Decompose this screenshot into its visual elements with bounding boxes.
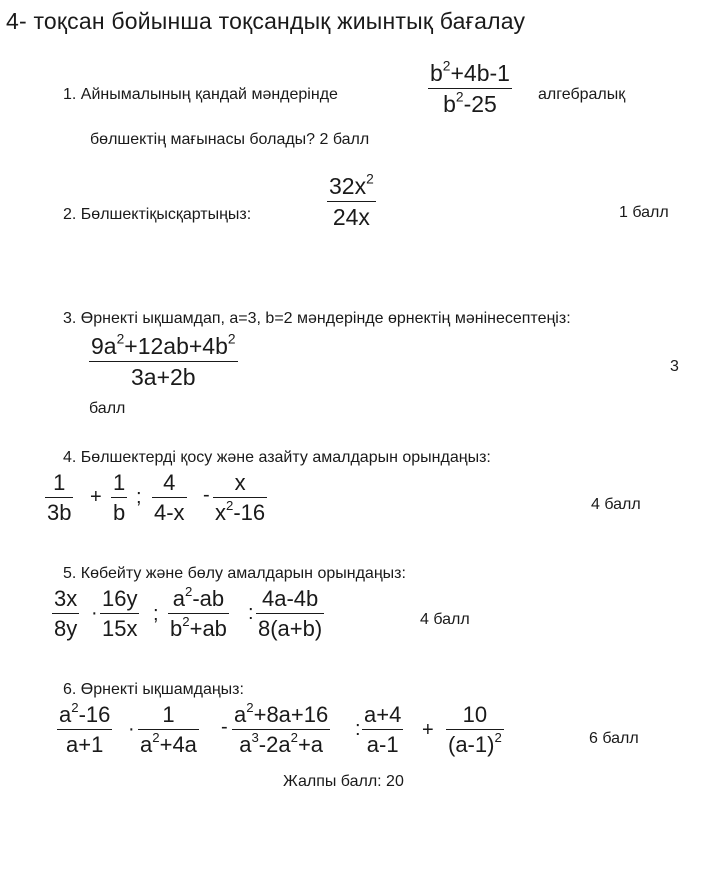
q5-op-multiply: · [91, 602, 98, 624]
q3-points-number: 3 [670, 358, 679, 375]
q6-op-plus: + [422, 719, 434, 741]
q4-op-minus: - [203, 484, 210, 506]
q1-text-a: 1. Айнымалының қандай мәндерінде [63, 86, 338, 103]
q5-text: 5. Көбейту және бөлу амалдарын орындаңыз: [63, 565, 406, 582]
q1-text-c: бөлшектің мағынасы болады? 2 балл [90, 131, 370, 148]
q4-fraction-3: 4 4-x [154, 470, 185, 526]
q4-fraction-2: 1 b [113, 470, 126, 526]
q4-fraction-4: x $x^2-16$ [215, 470, 266, 526]
q6-op-minus: - [221, 716, 228, 738]
q5-points: 4 балл [420, 611, 470, 628]
q6-fraction-5: 10 $(a-1)^2$ [448, 702, 502, 758]
q4-separator: ; [136, 486, 142, 508]
q2-text: 2. Бөлшектіқысқартыңыз: [63, 206, 252, 223]
q5-op-divide: : [248, 602, 254, 624]
q6-text: 6. Өрнекті ықшамдаңыз: [63, 681, 244, 698]
q2-fraction: $32x^2$ 24x [329, 171, 374, 231]
q1-numerator: $b^2+4b-1$ [430, 58, 510, 86]
q6-points: 6 балл [589, 730, 639, 747]
q6-op-multiply: · [128, 718, 135, 740]
page-title: 4- тоқсан бойынша тоқсандық жиынтық бағалау [6, 8, 526, 34]
q4-text: 4. Бөлшектерді қосу және азайту амалдарын орындаңыз: [63, 449, 491, 466]
q2-points: 1 балл [619, 204, 669, 221]
q5-separator: ; [153, 603, 159, 625]
q3-fraction: $9a^2+12ab+4b^2$ 3a+2b [91, 331, 236, 391]
q1-fraction [428, 60, 512, 118]
q5-fraction-4: 4a-4b 8(a+b) [258, 586, 323, 642]
q4-op-plus: + [90, 486, 102, 508]
q1-text-b: алгебралық [538, 86, 626, 103]
q6-fraction-3: $a^2+8a+16$ $a^3-2a^2+a$ [234, 700, 329, 758]
q4-points: 4 балл [591, 496, 641, 513]
q6-fraction-2: 1 $a^2+4a$ [140, 702, 197, 758]
q6-fraction-1: $a^2-16$ a+1 [59, 700, 111, 758]
q6-fraction-4: a+4 a-1 [364, 702, 402, 758]
q5-fraction-2: 16y 15x [102, 586, 138, 642]
q4-fraction-1: 1 3b [47, 470, 72, 526]
total-score: Жалпы балл: 20 [283, 773, 404, 790]
q3-text: 3. Өрнекті ықшамдап, a=3, b=2 мәндерінде өрнектің мәнінесептеңіз: [63, 310, 571, 327]
q1-denominator: $b^2-25$ [443, 90, 497, 118]
q5-fraction-1: 3x 8y [54, 586, 78, 642]
q5-fraction-3: $a^2-ab$ $b^2+ab$ [170, 584, 227, 642]
q3-points-word: балл [89, 400, 126, 417]
q6-op-divide: : [355, 718, 361, 740]
